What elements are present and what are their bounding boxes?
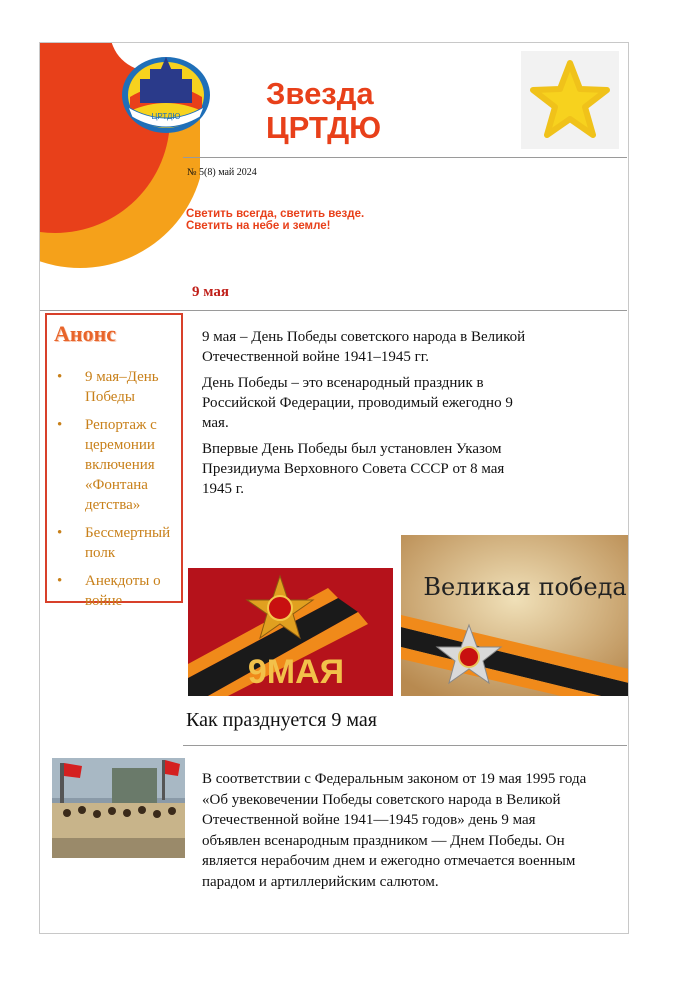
- motto-line-2: Светить на небе и земле!: [186, 220, 331, 232]
- bullet: •: [57, 573, 63, 589]
- title-line-2: ЦРТДЮ: [266, 110, 382, 145]
- section-label: 9 мая: [192, 284, 229, 300]
- announce-box: [45, 313, 183, 609]
- title-line-1: Звезда: [266, 76, 374, 111]
- nine-may-text: 9МАЯ: [247, 653, 345, 691]
- star-image: [521, 51, 619, 149]
- announce-heading: Анонс: [54, 321, 117, 346]
- announce-item-label: 9 мая–День Победы: [85, 369, 159, 405]
- logo-text: ЦРТДЮ: [151, 112, 181, 121]
- bullet: •: [57, 525, 63, 541]
- issue-number: № 5(8) май 2024: [187, 167, 257, 178]
- newsletter-page: [39, 42, 629, 934]
- intro-text: [202, 327, 532, 505]
- announce-item[interactable]: [57, 571, 182, 611]
- bullet: •: [57, 369, 63, 385]
- section-subtitle: Как празднуется 9 мая: [186, 709, 377, 731]
- announce-list: [57, 367, 182, 619]
- header-divider: [183, 157, 627, 158]
- nine-may-image: [188, 568, 393, 696]
- motto: [186, 208, 364, 232]
- intro-paragraph-1: 9 мая – День Победы советского народа в Великой Отечественной войне 1941–1945 гг.: [202, 329, 526, 365]
- velikaya-pobeda-image: [401, 535, 629, 696]
- announce-item-label: Анекдоты о войне: [85, 573, 161, 609]
- subtitle-divider: [183, 745, 627, 746]
- body-paragraph: В соответствии с Федеральным законом от 19 мая 1995 года «Об увековечении Победы советского народа в Великой Отечественной войне 1941—1945 годов» день 9 мая объявлен всенародным праздником — Днем Победы. Он является нерабочим днем и ежегодно отмечается военным парадом и артиллерийским салютом.: [202, 771, 587, 890]
- parade-photo: [52, 758, 185, 858]
- announce-item[interactable]: [57, 523, 182, 563]
- intro-paragraph-3: Впервые День Победы был установлен Указом Президиума Верховного Совета СССР от 8 мая 1945 г.: [202, 441, 505, 497]
- announce-item[interactable]: [57, 367, 182, 407]
- announce-item[interactable]: [57, 415, 182, 515]
- star-icon: [527, 57, 613, 143]
- announce-item-label: Бессмертный полк: [85, 525, 171, 561]
- motto-line-1: Светить всегда, светить везде.: [186, 208, 365, 220]
- announce-item-label: Репортаж с церемонии включения «Фонтана детства»: [85, 417, 157, 513]
- velikaya-pobeda-text: Великая победа: [423, 573, 627, 601]
- intro-paragraph-2: День Победы – это всенародный праздник в Российской Федерации, проводимый ежегодно 9 мая.: [202, 375, 513, 431]
- section-divider: [40, 310, 627, 311]
- newsletter-title: [266, 77, 381, 145]
- ctdyu-logo: [120, 55, 212, 135]
- bullet: •: [57, 417, 63, 433]
